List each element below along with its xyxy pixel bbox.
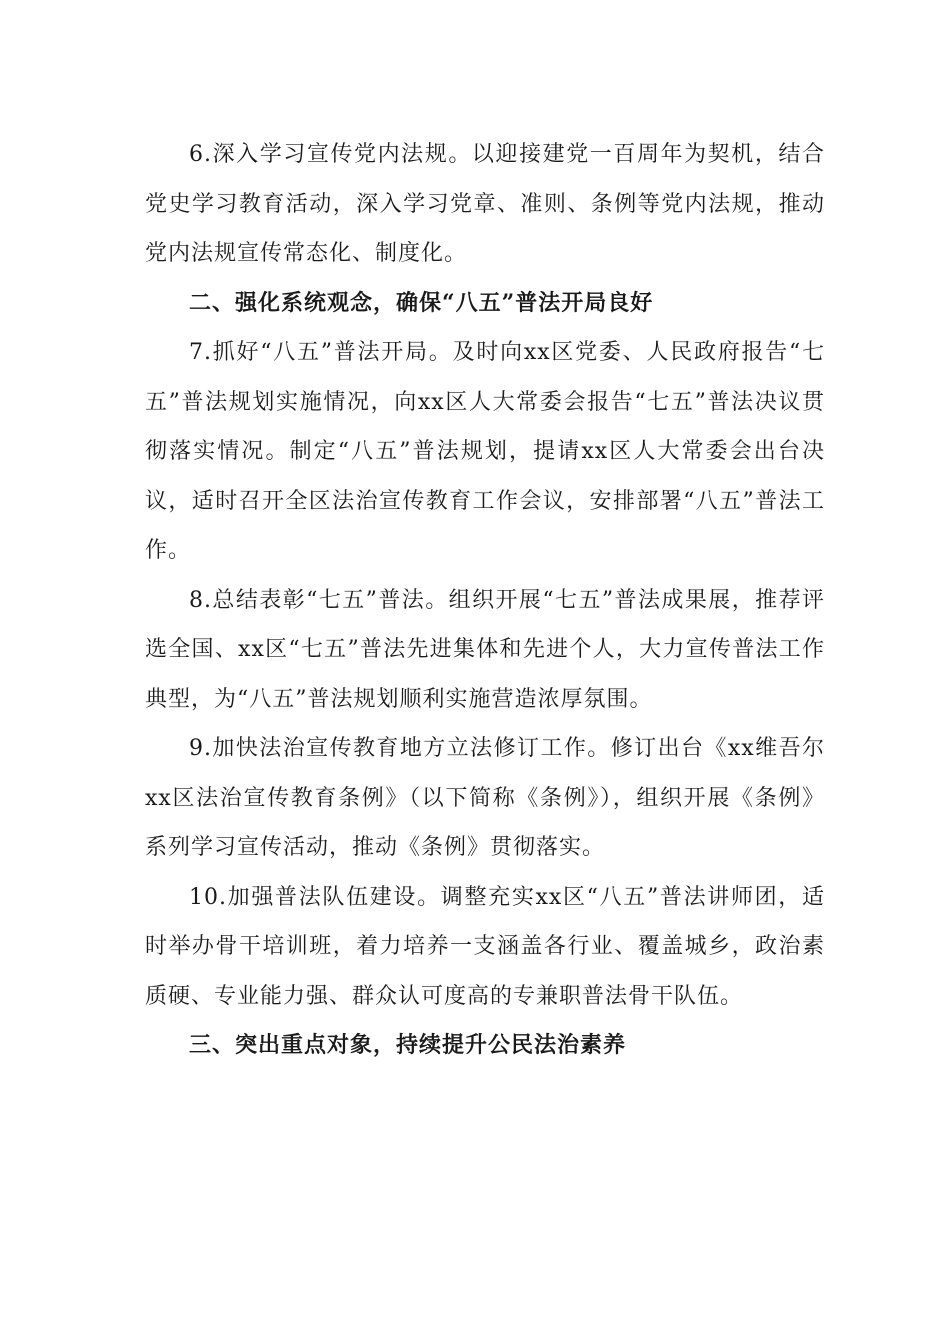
document-body (145, 130, 825, 1071)
section-heading-2: 二、强化系统观念，确保“八五”普法开局良好 (189, 289, 654, 316)
section-heading-3: 三、突出重点对象，持续提升公民法治素养 (189, 1032, 627, 1058)
paragraph-8: 8.总结表彰“七五”普法。组织开展“七五”普法成果展，推荐评选全国、xx区“七五”普法先进集体和先进个人，大力宣传普法工作典型，为“八五”普法规划顺利实施营造浓厚氛围。 (145, 587, 825, 712)
paragraph-10: 10.加强普法队伍建设。调整充实xx区“八五”普法讲师团，适时举办骨干培训班，着力培养一支涵盖各行业、覆盖城乡，政治素质硬、专业能力强、群众认可度高的专兼职普法骨干队伍。 (145, 884, 825, 1009)
paragraph-9: 9.加快法治宣传教育地方立法修订工作。修订出台《xx维吾尔xx区法治宣传教育条例》（以下简称《条例》），组织开展《条例》系列学习宣传活动，推动《条例》贯彻落实。 (145, 736, 825, 860)
paragraph-7: 7.抓好“八五”普法开局。及时向xx区党委、人民政府报告“七五”普法规划实施情况，向xx区人大常委会报告“七五”普法决议贯彻落实情况。制定“八五”普法规划，提请xx区人大常委会出台决议，适时召开全区法治宣传教育工作会议，安排部署“八五”普法工作。 (145, 340, 825, 563)
paragraph-6: 6.深入学习宣传党内法规。以迎接建党一百周年为契机，结合党史学习教育活动，深入学习党章、准则、条例等党内法规，推动党内法规宣传常态化、制度化。 (145, 142, 825, 266)
